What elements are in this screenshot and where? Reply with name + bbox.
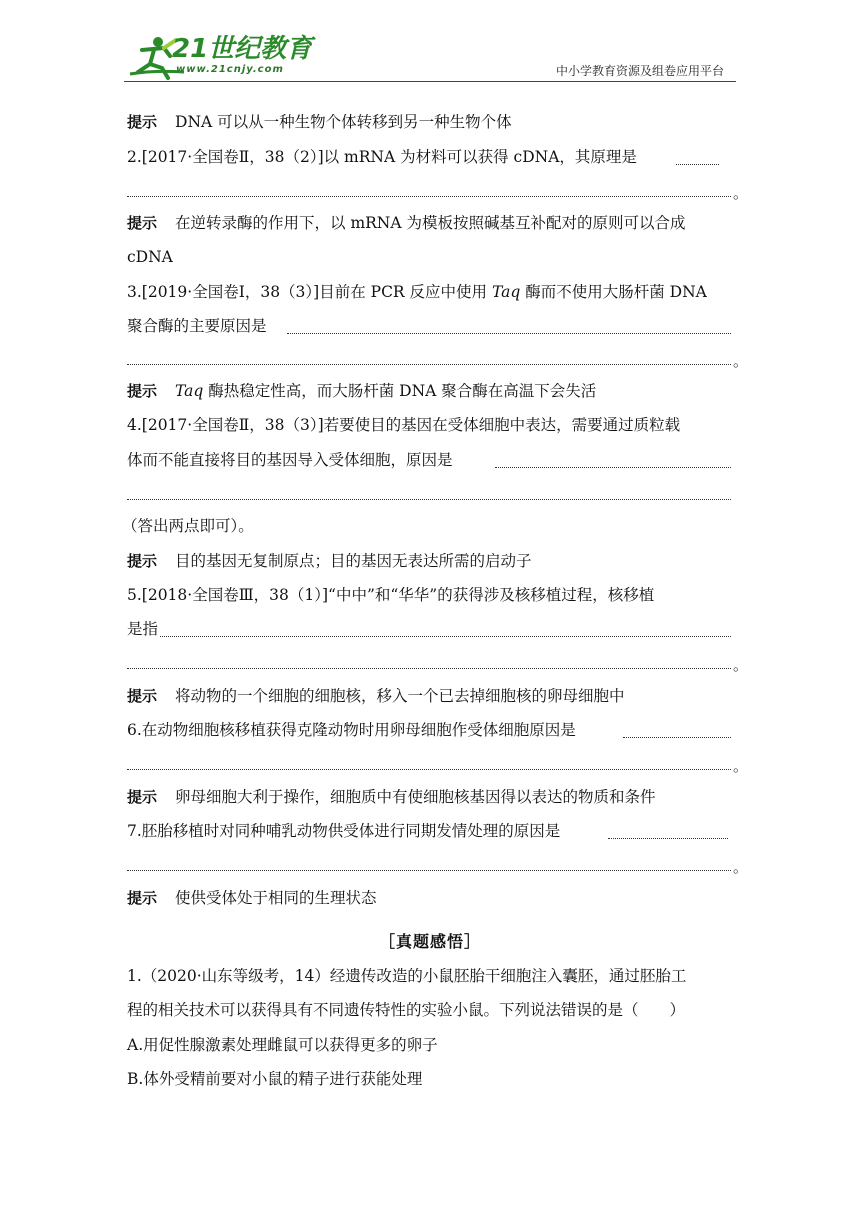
header-divider [124, 81, 736, 82]
hint-7-text: 使供受体处于相同的生理状态 [175, 889, 377, 907]
question-4-line-2: 体而不能直接将目的基因导入受体细胞，原因是 [127, 451, 453, 469]
taq-term: Taq [175, 382, 204, 400]
question-5: 5.[2018·全国卷Ⅲ，38（1）]“中中”和“华华”的获得涉及核移植过程，核移植 [127, 586, 655, 604]
hint-3-text: 酶热稳定性高，而大肠杆菌 DNA 聚合酶在高温下会失活 [203, 382, 597, 400]
period-mark: 。 [733, 656, 749, 674]
answer-blank[interactable] [127, 364, 731, 365]
page-header [0, 0, 860, 90]
logo-url: www.21cnjy.com [176, 64, 284, 75]
answer-blank[interactable] [127, 870, 731, 871]
hint-2-text: 在逆转录酶的作用下，以 mRNA 为模板按照碱基互补配对的原则可以合成 [175, 214, 686, 232]
exam-question-1: 1.（2020·山东等级考，14）经遗传改造的小鼠胚胎干细胞注入囊胚，通过胚胎工 [127, 967, 687, 985]
option-a[interactable]: A.用促性腺激素处理雌鼠可以获得更多的卵子 [127, 1036, 438, 1054]
answer-blank[interactable] [127, 769, 731, 770]
question-3-line-2: 聚合酶的主要原因是 [127, 317, 267, 335]
hint-label: 提示 [127, 214, 158, 232]
period-mark: 。 [733, 352, 749, 370]
question-4-note: （答出两点即可）。 [122, 517, 254, 535]
hint-label: 提示 [127, 113, 158, 131]
question-2 [127, 147, 637, 167]
question-5-line-2: 是指 [127, 620, 159, 638]
answer-blank[interactable] [127, 196, 731, 197]
hint-label: 提示 [127, 687, 158, 705]
question-4: 4.[2017·全国卷Ⅱ，38（3）]若要使目的基因在受体细胞中表达，需要通过质粒载 [127, 416, 681, 434]
hint-5 [127, 686, 625, 706]
answer-blank[interactable] [127, 499, 731, 500]
hint-6-text: 卵母细胞大利于操作，细胞质中有使细胞核基因得以表达的物质和条件 [175, 788, 656, 806]
answer-blank[interactable] [287, 333, 731, 334]
hint-2-continued: cDNA [127, 248, 173, 266]
hint-label: 提示 [127, 552, 158, 570]
answer-blank[interactable] [623, 737, 731, 738]
hint-5-text: 将动物的一个细胞的细胞核，移入一个已去掉细胞核的卵母细胞中 [175, 687, 625, 705]
hint-6 [127, 787, 656, 807]
question-3-prefix: 3.[2019·全国卷Ⅰ，38（3）]目前在 PCR 反应中使用 [127, 283, 492, 301]
question-7: 7.胚胎移植时对同种哺乳动物供受体进行同期发情处理的原因是 [127, 822, 561, 840]
answer-blank[interactable] [608, 838, 728, 839]
period-mark: 。 [733, 858, 749, 876]
hint-3 [127, 381, 596, 401]
question-2-text: 2.[2017·全国卷Ⅱ，38（2）]以 mRNA 为材料可以获得 cDNA，其原理是 [127, 148, 637, 166]
hint-4-text: 目的基因无复制原点；目的基因无表达所需的启动子 [175, 552, 532, 570]
hint-label: 提示 [127, 889, 158, 907]
logo-text: 21世纪教育 [172, 34, 313, 64]
hint-1 [127, 112, 512, 132]
hint-label: 提示 [127, 382, 158, 400]
option-b[interactable]: B.体外受精前要对小鼠的精子进行获能处理 [127, 1070, 423, 1088]
hint-7 [127, 888, 377, 908]
answer-blank[interactable] [495, 467, 731, 468]
period-mark: 。 [733, 184, 749, 202]
hint-2 [127, 213, 686, 233]
taq-term: Taq [491, 283, 521, 301]
hint-1-text: DNA 可以从一种生物个体转移到另一种生物个体 [175, 113, 512, 131]
answer-blank[interactable] [127, 668, 731, 669]
hint-label: 提示 [127, 788, 158, 806]
question-6: 6.在动物细胞核移植获得克隆动物时用卵母细胞作受体细胞原因是 [127, 721, 576, 739]
exam-question-1-line-2: 程的相关技术可以获得具有不同遗传特性的实验小鼠。下列说法错误的是（ ） [127, 1001, 686, 1019]
section-heading: ［真题感悟］ [378, 932, 481, 951]
platform-title: 中小学教育资源及组卷应用平台 [555, 64, 724, 78]
answer-blank[interactable] [676, 164, 719, 165]
question-3-suffix: 酶而不使用大肠杆菌 DNA [520, 283, 707, 301]
question-3 [127, 282, 707, 302]
answer-blank[interactable] [160, 636, 731, 637]
hint-4 [127, 551, 532, 571]
period-mark: 。 [733, 757, 749, 775]
